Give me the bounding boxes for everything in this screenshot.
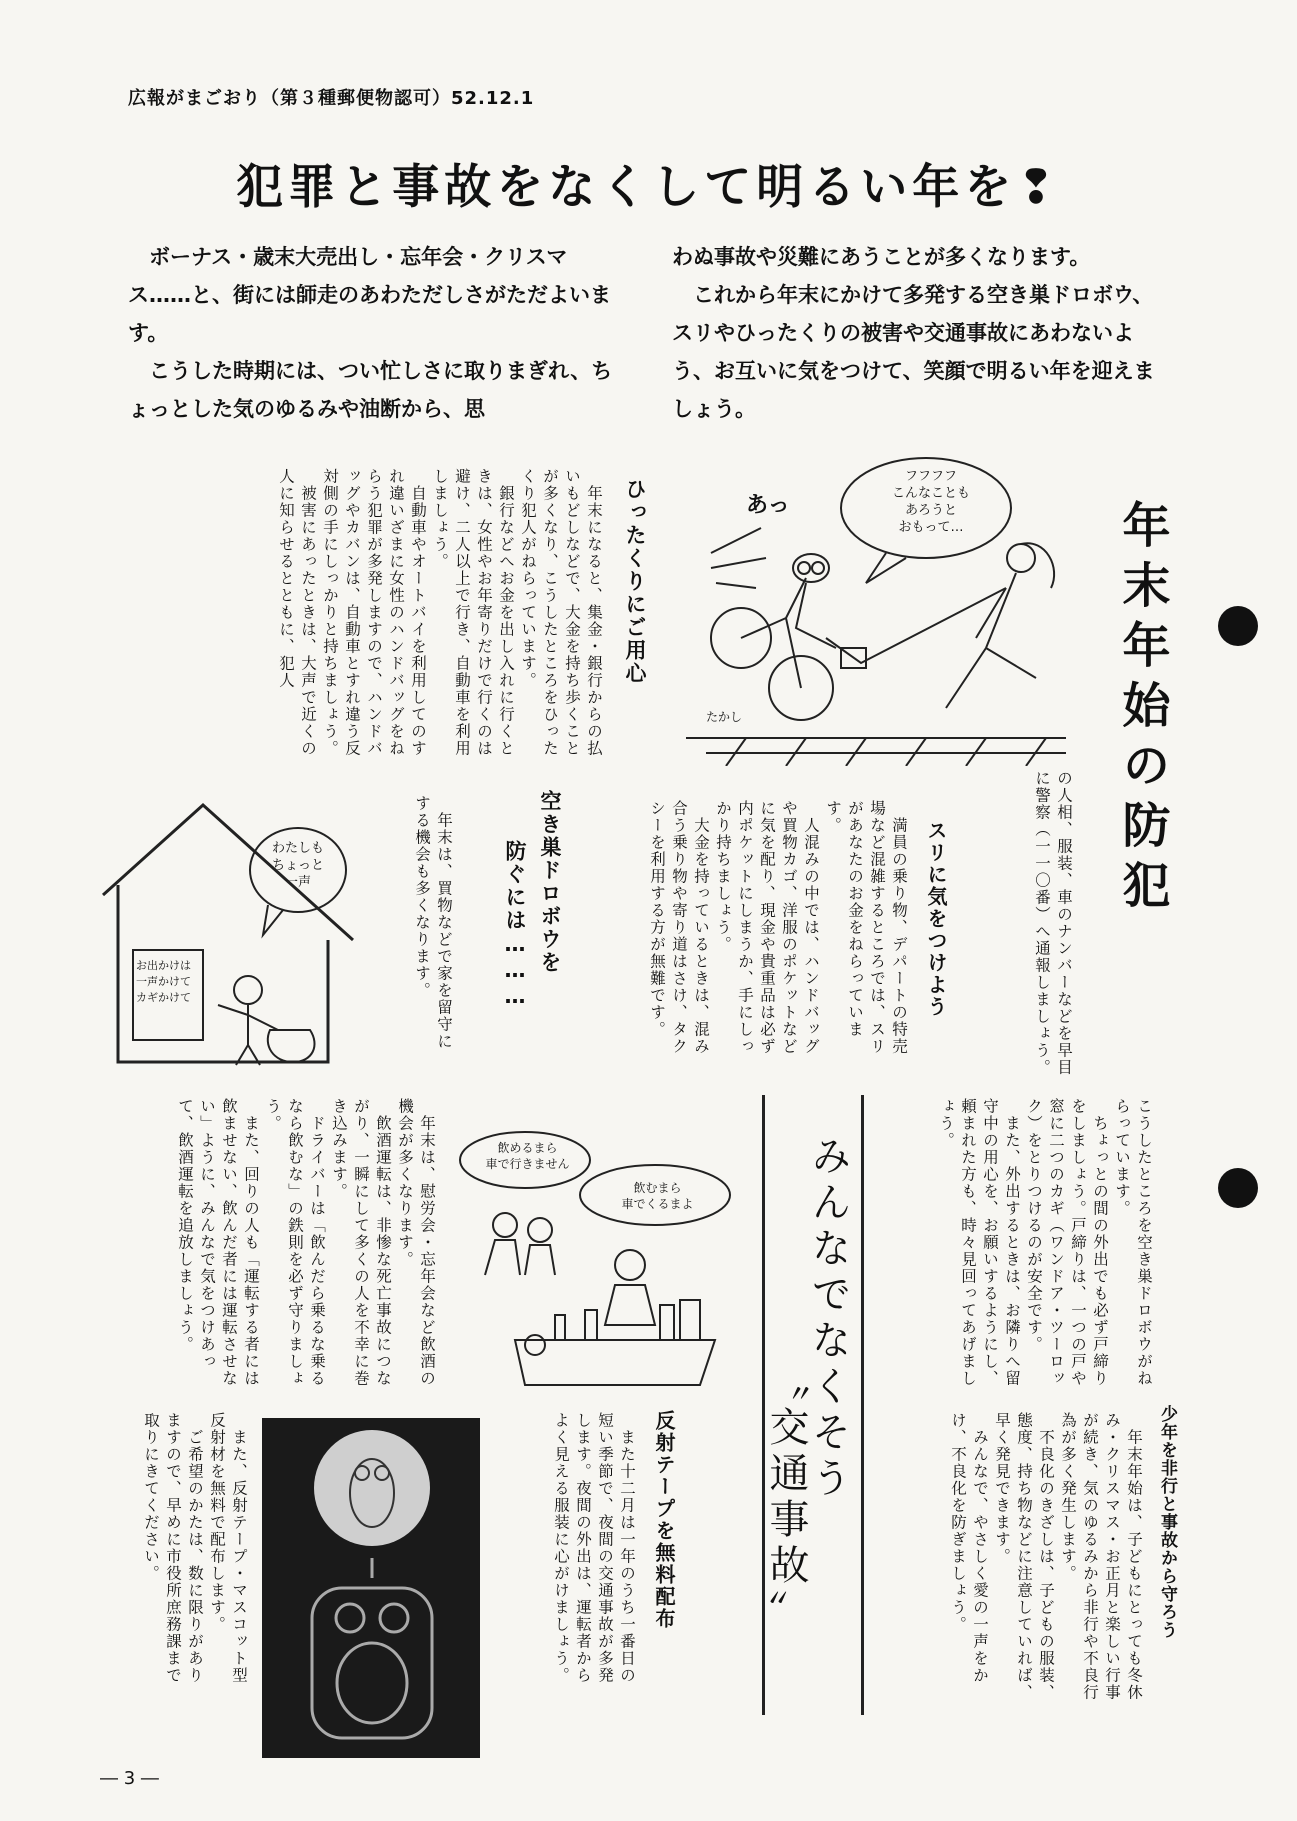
artist-signature: たかし bbox=[706, 710, 743, 724]
akisu-title-1: 空き巣ドロボウを bbox=[538, 790, 562, 974]
section-title-bouhan: 年末年始の防犯 bbox=[1114, 500, 1170, 920]
akisu-sign: お出かけは 一声かけて カギかけて bbox=[136, 959, 191, 1004]
suri-body: 満員の乗り物、デパートの特売場など混雑するところでは、スリがあなたのお金をねらっています。 人混みの中では、ハンドバッグや買物カゴ、洋服のポケットなどに気を配り、現金や貴重品は必ず内ポケットにしまうか、手にしっかり持ちましょう。 大金を持っているときは、混み合う乗り物や寄り道はさけ、タクシーを利用する方が無難です。 bbox=[648, 800, 908, 1055]
hansha-body: また十二月は一年のうち一番日の短い季節で、夜間の交通事故が多発します。夜間の外出は、運転者からよく見える服装に心がけましょう。 bbox=[552, 1412, 636, 1684]
bullet-dot bbox=[1218, 606, 1258, 646]
hittakuri-body: 年末になると、集金・銀行からの払いもどしなどで、大金を持ち歩くことが多くなり、こうしたところをひったくり犯人がねらっています。 銀行などへお金を出し入れに行くときは、女性やお年寄りだけで行くのは避け、二人以上で行き、自動車を利用しましょう。 自動車やオートバイを利用してのすれ違いざまに女性のハンドバッグをねらう犯罪が多発しますので、ハンドバッグやカバンは、自動車とすれ違う反対側の手にしっかりと持ちましょう。 被害にあったときは、大声で近くの人に知らせるとともに、犯人 bbox=[277, 468, 603, 757]
hittakuri-shout: あっ bbox=[746, 493, 790, 518]
akisu-body: 年末は、買物などで家を留守にする機会も多くなります。 bbox=[413, 795, 453, 1050]
akisu-illustration bbox=[98, 800, 368, 1070]
page-headline: 犯罪と事故をなくして明るい年を❢ bbox=[236, 160, 1061, 215]
hittakuri-speech: フフフフ こんなことも あろうと おもって… bbox=[891, 469, 970, 535]
reflector-photo bbox=[262, 1418, 480, 1758]
kotsu-insyu: 年末は、慰労会・忘年会など飲酒の機会が多くなります。 飲酒運転は、非惨な死亡事故につながり、一瞬にして多くの人を不幸に巻き込みます。 ドライバーは「飲んだら乗るな乗るなら飲むな」の鉄則を必ず守りましょう。 また、回りの人も「運転する者には飲ませない、飲んだ者には運転させない」ように、みんなで気をつけあって、飲酒運転を追放しましょう。 bbox=[176, 1098, 436, 1387]
suri-title: スリに気をつけよう bbox=[924, 820, 948, 1018]
bullet-dot bbox=[1218, 1168, 1258, 1208]
shonen-body: 年末年始は、子どもにとっても冬休み・クリスマス・お正月と楽しい行事が続き、気のゆるみから非行や不良行為が多く発生します。 不良化のきざしは、子どもの服装、態度、持ち物などに注意していれば、早く発見できます。 みんなで、やさしく愛の一声をかけ、不良化を防ぎましょう。 bbox=[949, 1412, 1143, 1701]
akisu-cont: こうしたところを空き巣ドロボウがねらっています。 ちょっとの間の外出でも必ず戸締りをしましょう。戸締りは、一つの戸や窓に二つのカギ（ワンドア・ツーロック）をとりつけるのが安全です。 また、外出するときは、お隣りへ留守中の用心を、お願いするようにし、頼まれた方も、時々見回ってあげましょう。 bbox=[937, 1098, 1153, 1387]
suri-lead: の人相、服装、車のナンバーなどを早目に警察（一一〇番）へ通報しましょう。 bbox=[1033, 770, 1073, 1076]
hittakuri-title: ひったくりにご用心 bbox=[623, 478, 647, 685]
hansha-body-2: また、反射テープ・マスコット型反射材を無料で配布します。 ご希望のかたは、数に限りがありますので、早めに市役所庶務課まで取りにきてください。 bbox=[142, 1412, 248, 1684]
intro-right: わぬ事故や災難にあうことが多くなります。 これから年末にかけて多発する空き巣ドロボウ、スリやひったくりの被害や交通事故にあわないよう、お互いに気をつけて、笑顔で明るい年を迎えましょう。 bbox=[672, 245, 1155, 421]
drinking-illustration bbox=[455, 1125, 735, 1390]
akisu-speech: わたしも ちょっと 一声 bbox=[271, 841, 324, 890]
kotsu-title-2: 〝交通事故〟 bbox=[763, 1360, 809, 1636]
shonen-title: 少年を非行と事故から守ろう bbox=[1157, 1405, 1177, 1639]
masthead: 広報がまごおり（第３種郵便物認可）52.12.1 bbox=[128, 88, 535, 109]
intro-left: ボーナス・歳末大売出し・忘年会・クリスマス……と、街には師走のあわただしさがただよいます。 こうした時期には、つい忙しさに取りまぎれ、ちょっとした気のゆるみや油断から、思 bbox=[128, 245, 613, 421]
drink-speech-1: 飲めるまら 車で行きません bbox=[485, 1141, 570, 1171]
page-number: ― 3 ― bbox=[100, 1768, 159, 1789]
akisu-title-2: 防ぐには……… bbox=[503, 840, 527, 1010]
kotsu-title-1: みんなでなくそう bbox=[805, 1135, 851, 1503]
hittakuri-illustration bbox=[686, 448, 1066, 766]
drink-speech-2: 飲むまら 車でくるまよ bbox=[621, 1181, 694, 1211]
hansha-title: 反射テープを無料配布 bbox=[652, 1410, 676, 1630]
